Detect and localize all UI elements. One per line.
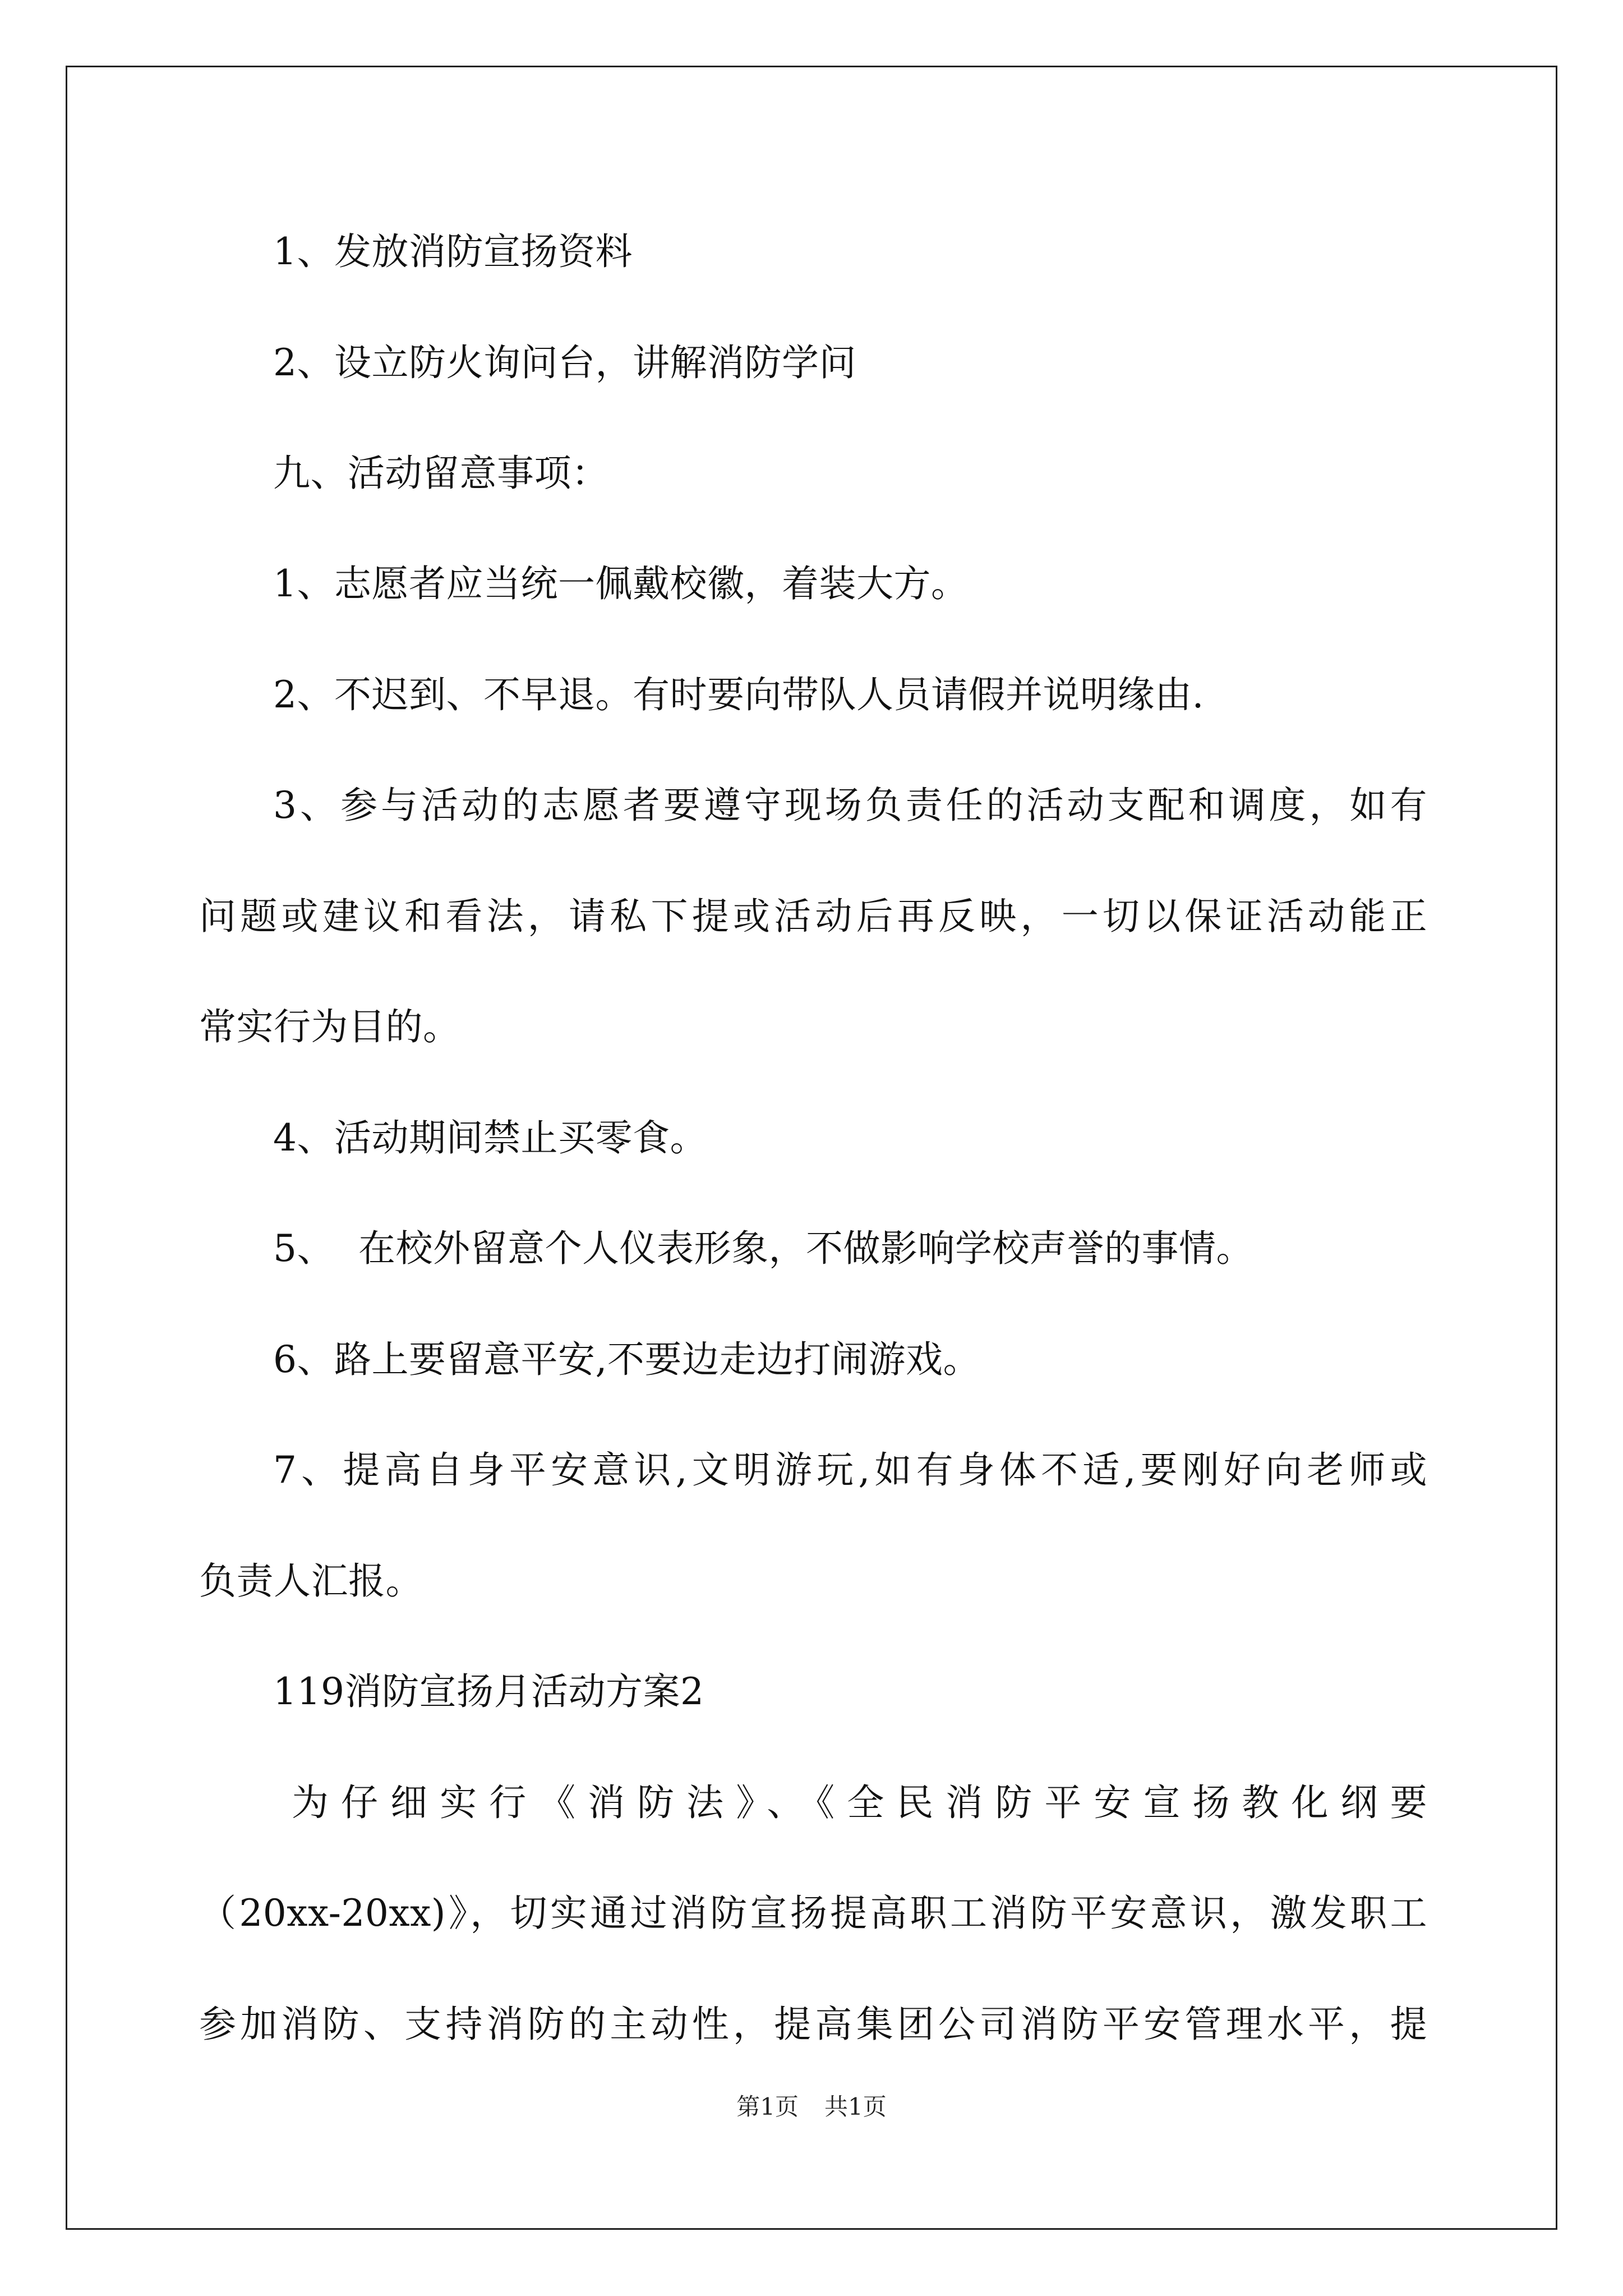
paragraph-line: 参加消防、支持消防的主动性，提高集团公司消防平安管理水平，提 [199, 2003, 1427, 2046]
paragraph-line: 为仔细实行《消防法》、《全民消防平安宣扬教化纲要 [292, 1781, 1427, 1824]
paragraph-line: 负责人汇报。 [199, 1559, 423, 1603]
paragraph-line: 常实行为目的。 [199, 1005, 460, 1048]
page-total: 共1页 [824, 2093, 887, 2120]
paragraph: 2、设立防火询问台，讲解消防学问 [273, 341, 856, 384]
page-footer [0, 2090, 1623, 2124]
paragraph: 6、路上要留意平安,不要边走边打闹游戏。 [273, 1338, 980, 1381]
paragraph-line: 3、参与活动的志愿者要遵守现场负责任的活动支配和调度，如有 [273, 784, 1427, 827]
paragraph-line: （20xx-20xx)》，切实通过消防宣扬提高职工消防平安意识，激发职工 [199, 1892, 1427, 1935]
paragraph: 5、 在校外留意个人仪表形象，不做影响学校声誉的事情。 [273, 1227, 1253, 1270]
section-heading: 九、活动留意事项： [273, 452, 609, 495]
paragraph-line: 7、提高自身平安意识,文明游玩,如有身体不适,要刚好向老师或 [273, 1448, 1427, 1492]
paragraph: 4、活动期间禁止买零食。 [273, 1116, 707, 1159]
paragraph-line: 问题或建议和看法，请私下提或活动后再反映，一切以保证活动能正 [199, 895, 1427, 938]
page-number: 第1页 [736, 2093, 799, 2120]
paragraph: 2、不迟到、不早退。有时要向带队人员请假并说明缘由. [273, 673, 1204, 716]
paragraph: 1、志愿者应当统一佩戴校徽，着装大方。 [273, 562, 969, 605]
paragraph: 1、发放消防宣扬资料 [273, 230, 633, 273]
section-title: 119消防宣扬月活动方案2 [273, 1670, 704, 1713]
